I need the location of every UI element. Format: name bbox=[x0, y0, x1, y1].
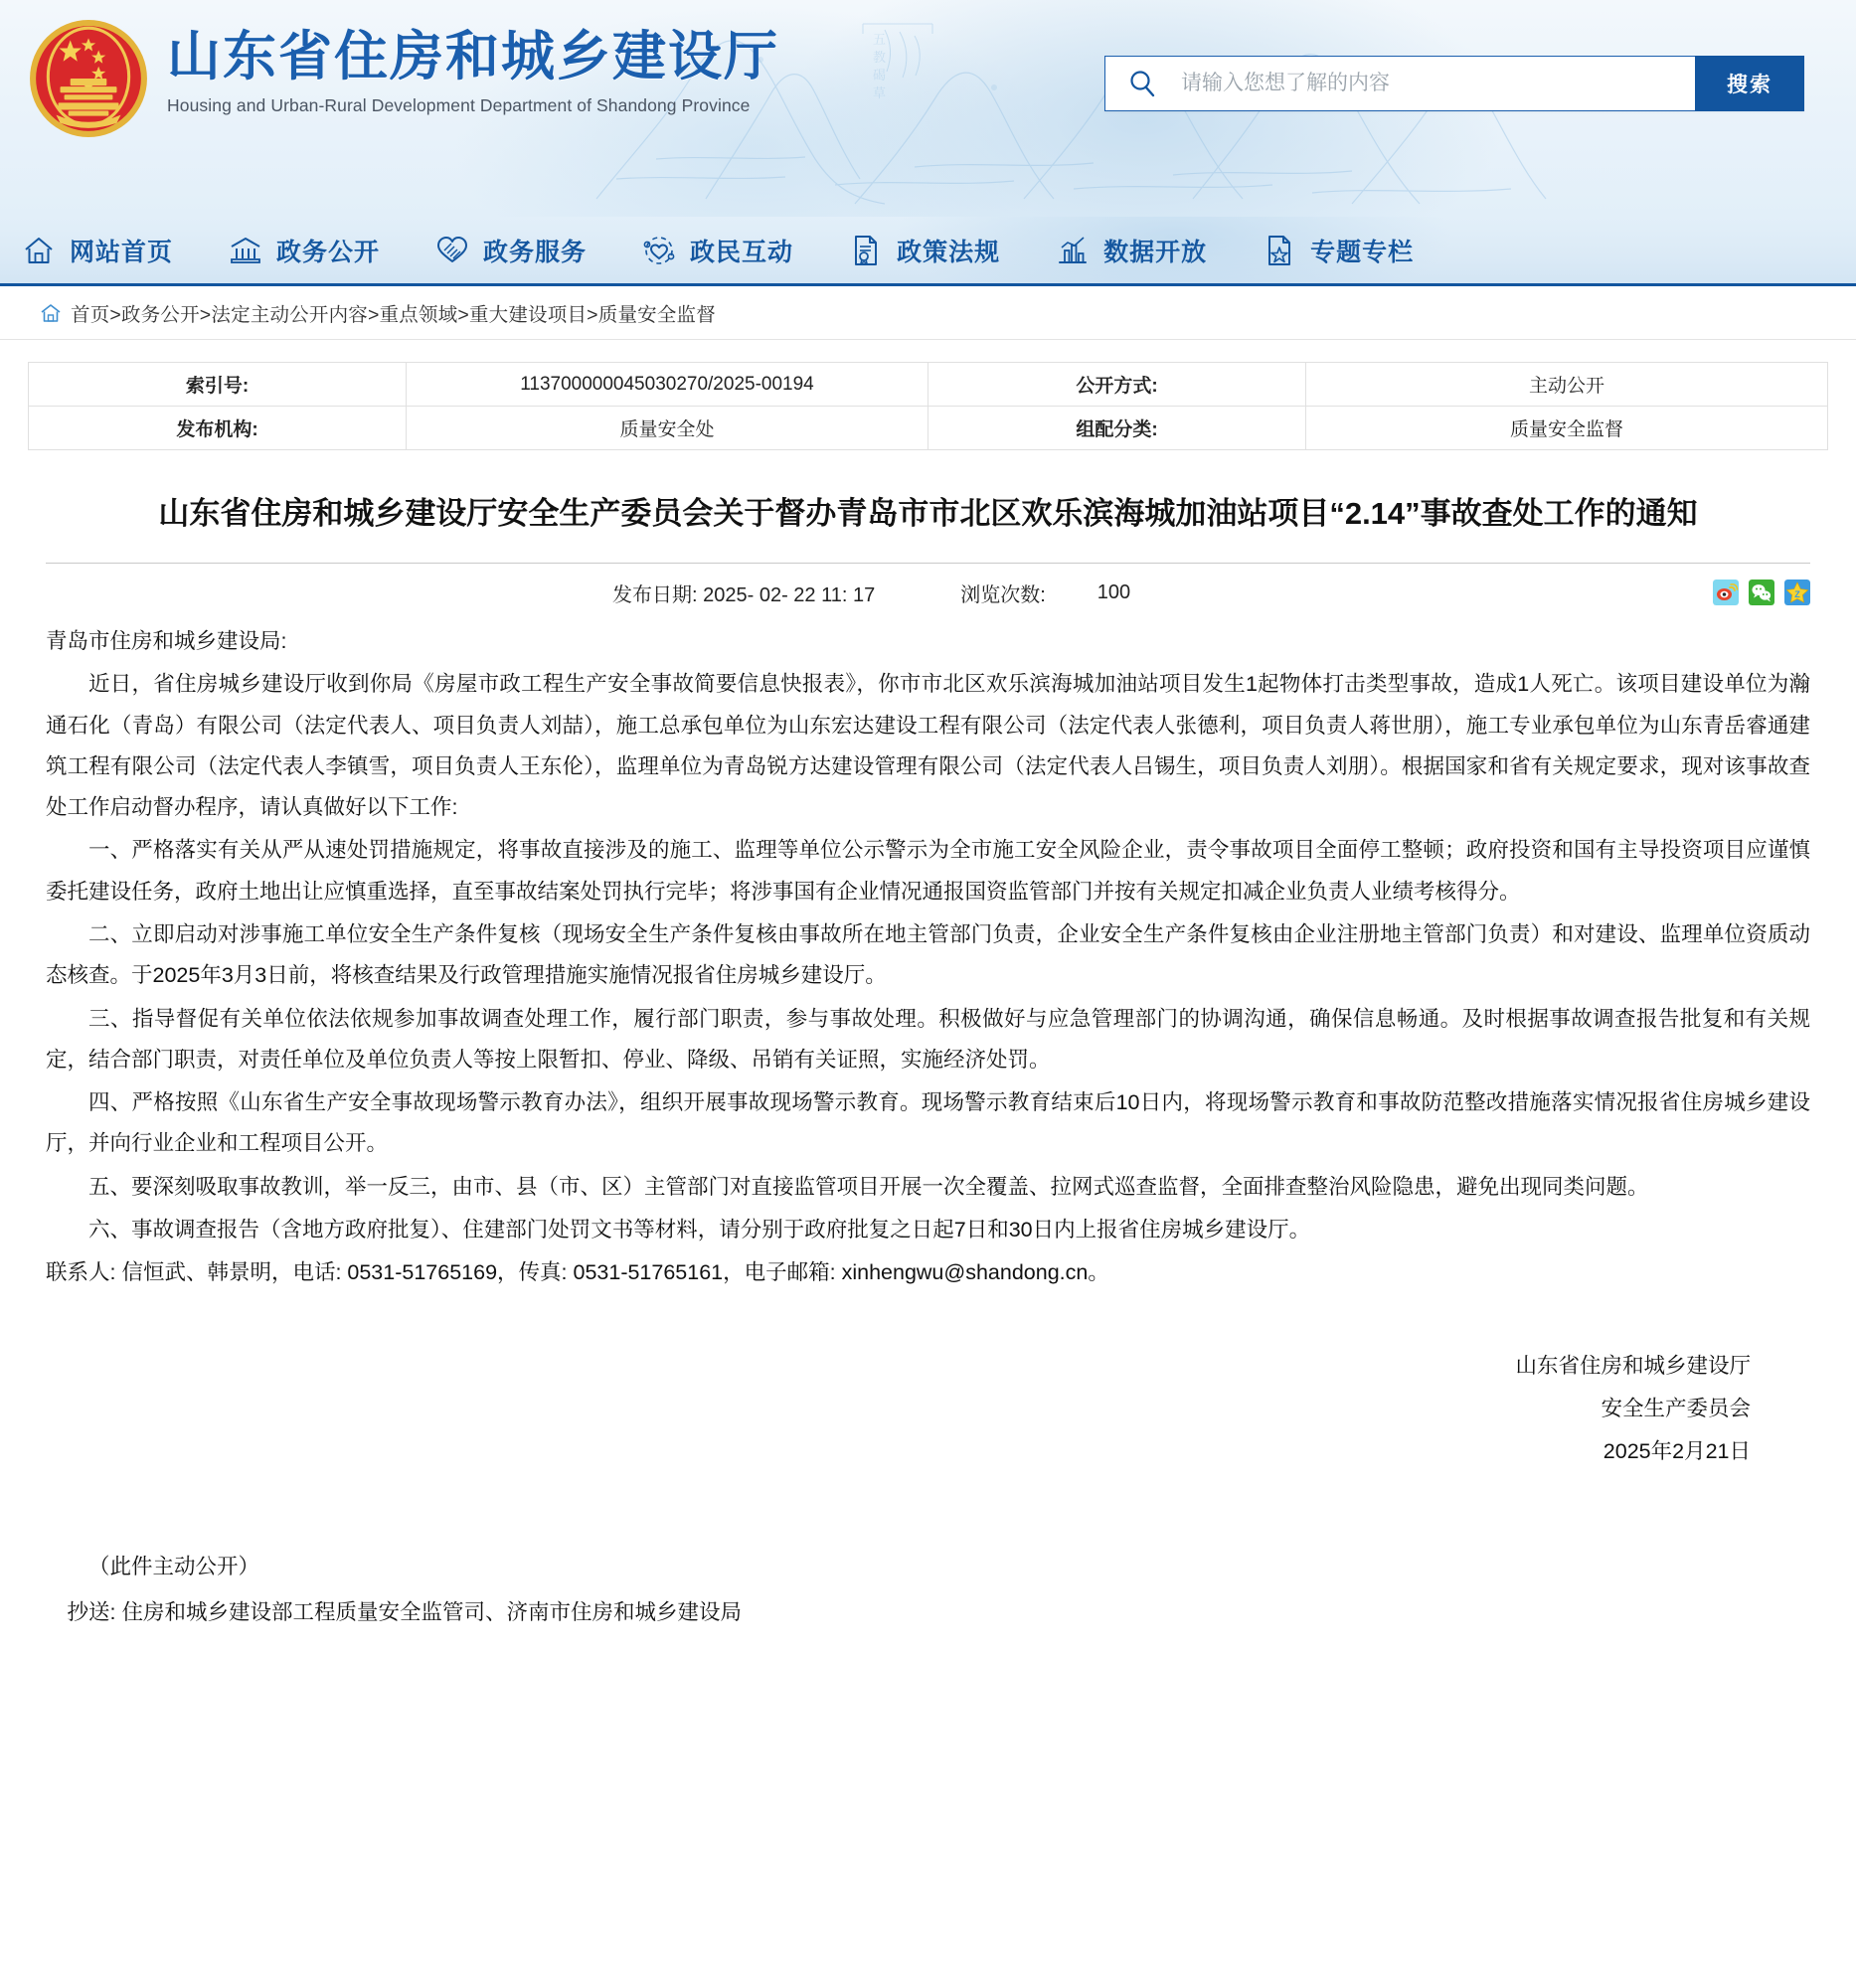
article-info-bar bbox=[28, 564, 1828, 621]
nav-item-open-data[interactable] bbox=[1056, 233, 1207, 268]
nav-item-policy-regulation[interactable] bbox=[849, 233, 1000, 268]
nav-item-special-column[interactable] bbox=[1263, 233, 1414, 268]
nav-label: 政策法规 bbox=[897, 238, 1001, 266]
body-paragraph: 四、严格按照《山东省生产安全事故现场警示教育办法》，组织开展事故现场警示教育。现场警示教育结束后10日内，将现场警示教育和事故防范整改措施落实情况报省住房城乡建设厅，并向行业企业和工程项目公开。 bbox=[46, 1090, 1810, 1156]
star-document-icon bbox=[1263, 234, 1296, 267]
nav-label: 政务公开 bbox=[276, 238, 381, 266]
views-count: 100 bbox=[1097, 580, 1131, 603]
share-buttons bbox=[1713, 580, 1810, 605]
search-input[interactable] bbox=[1179, 57, 1695, 110]
bank-icon bbox=[229, 234, 262, 267]
meta-value-index: 113700000045030270/2025-00194 bbox=[407, 363, 928, 407]
nav-item-home[interactable] bbox=[22, 233, 173, 268]
body-paragraph: 三、指导督促有关单位依法依规参加事故调查处理工作，履行部门职责，参与事故处理。积极做好与应急管理部门的协调沟通，确保信息畅通。及时根据事故调查报告批复和有关规定，结合部门职责，对责任单位及单位负责人等按上限暂扣、停业、降级、吊销有关证照，实施经济处罚。 bbox=[46, 1006, 1810, 1072]
page-title: 山东省住房和城乡建设厅安全生产委员会关于督办青岛市市北区欢乐滨海城加油站项目“2.14”事故查处工作的通知 bbox=[158, 496, 1698, 531]
main-navigation bbox=[0, 217, 1856, 286]
search-button[interactable]: 搜索 bbox=[1695, 56, 1804, 111]
signature-organization: 山东省住房和城乡建设厅 bbox=[1515, 1354, 1751, 1379]
meta-value-category: 质量安全监督 bbox=[1306, 407, 1828, 450]
home-small-icon bbox=[40, 302, 62, 324]
meta-label-disclosure-method: 公开方式: bbox=[928, 363, 1306, 407]
nav-label: 政务服务 bbox=[483, 238, 588, 266]
heart-people-icon bbox=[642, 234, 676, 267]
body-paragraph: 五、要深刻吸取事故教训，举一反三，由市、县（市、区）主管部门对直接监管项目开展一次全覆盖、拉网式巡查监督，全面排查整治风险隐患，避免出现同类问题。 bbox=[88, 1174, 1649, 1199]
meta-value-disclosure-method: 主动公开 bbox=[1306, 363, 1828, 407]
nav-item-public-interaction[interactable] bbox=[642, 233, 793, 268]
breadcrumb bbox=[0, 286, 1856, 340]
home-icon bbox=[22, 234, 56, 267]
signature-committee: 安全生产委员会 bbox=[1601, 1397, 1751, 1421]
article-body bbox=[28, 621, 1828, 1473]
china-national-emblem-icon bbox=[28, 18, 149, 139]
wechat-share-icon[interactable] bbox=[1749, 580, 1774, 605]
search-field[interactable] bbox=[1104, 56, 1695, 111]
site-logo-block bbox=[167, 26, 779, 116]
table-row bbox=[29, 407, 1828, 450]
article-container bbox=[0, 340, 1856, 1675]
svg-text:草: 草 bbox=[873, 85, 887, 100]
meta-label-issuing-agency: 发布机构: bbox=[29, 407, 407, 450]
site-title-cn: 山东省住房和城乡建设厅 bbox=[167, 27, 779, 86]
views-label: 浏览次数: bbox=[960, 583, 1046, 606]
qzone-share-icon[interactable] bbox=[1784, 580, 1810, 605]
metadata-table bbox=[28, 362, 1828, 450]
nav-label: 网站首页 bbox=[70, 238, 174, 266]
signature-block bbox=[46, 1345, 1810, 1473]
body-paragraph: 一、严格落实有关从严从速处罚措施规定，将事故直接涉及的施工、监理等单位公示警示为全市施工安全风险企业，责令事故项目全面停工整顿；政府投资和国有主导投资项目应谨慎委托建设任务，政府土地出让应慎重选择，直至事故结案处罚执行完毕；将涉事国有企业情况通报国资监管部门并按有关规定扣减企业负责人业绩考核得分。 bbox=[46, 838, 1810, 904]
nav-item-government-service[interactable] bbox=[435, 233, 587, 268]
salutation: 青岛市住房和城乡建设局: bbox=[46, 629, 287, 654]
site-title-en: Housing and Urban-Rural Development Department of Shandong Province bbox=[167, 94, 751, 115]
handshake-icon bbox=[435, 234, 469, 267]
body-paragraph: 六、事故调查报告（含地方政府批复）、住建部门处罚文书等材料，请分别于政府批复之日起7日和30日内上报省住房城乡建设厅。 bbox=[88, 1217, 1311, 1242]
body-paragraph: 近日，省住房城乡建设厅收到你局《房屋市政工程生产安全事故简要信息快报表》，你市市北区欢乐滨海城加油站项目发生1起物体打击类型事故，造成1人死亡。该项目建设单位为瀚通石化（青岛）有限公司（法定代表人、项目负责人刘喆），施工总承包单位为山东宏达建设工程有限公司（法定代表人张德利，项目负责人蒋世朋），施工专业承包单位为山东青岳睿通建筑工程有限公司（法定代表人李镇雪，项目负责人王东伦），监理单位为青岛锐方达建设管理有限公司（法定代表人吕锡生，项目负责人刘朋）。根据国家和省有关规定要求，现对该事故查处工作启动督办程序，请认真做好以下工作: bbox=[46, 672, 1810, 820]
weibo-share-icon[interactable] bbox=[1713, 580, 1739, 605]
meta-value-issuing-agency: 质量安全处 bbox=[407, 407, 928, 450]
cc-line: 抄送: 住房和城乡建设部工程质量安全监管司、济南市住房和城乡建设局 bbox=[67, 1599, 742, 1624]
disclosure-note: （此件主动公开） bbox=[88, 1555, 260, 1579]
nav-label: 数据开放 bbox=[1103, 238, 1208, 266]
publish-date: 发布日期: 2025- 02- 22 11: 17 bbox=[612, 583, 876, 606]
meta-label-index: 索引号: bbox=[29, 363, 407, 407]
breadcrumb-text[interactable]: 首页>政务公开>法定主动公开内容>重点领域>重大建设项目>质量安全监督 bbox=[71, 303, 716, 326]
signature-date: 2025年2月21日 bbox=[1603, 1439, 1751, 1464]
meta-label-category: 组配分类: bbox=[928, 407, 1306, 450]
svg-text:Z: Z bbox=[1794, 589, 1800, 600]
document-seal-icon bbox=[849, 234, 883, 267]
nav-label: 专题专栏 bbox=[1310, 238, 1415, 266]
site-header bbox=[0, 0, 1856, 217]
search-bar bbox=[1104, 56, 1804, 111]
svg-text:碣: 碣 bbox=[873, 68, 887, 83]
bar-chart-icon bbox=[1056, 234, 1090, 267]
body-paragraph: 二、立即启动对涉事施工单位安全生产条件复核（现场安全生产条件复核由事故所在地主管部门负责，企业安全生产条件复核由企业注册地主管部门负责）和对建设、监理单位资质动态核查。于2025年3月3日前，将核查结果及行政管理措施实施情况报省住房城乡建设厅。 bbox=[46, 921, 1810, 988]
nav-label: 政民互动 bbox=[690, 238, 794, 266]
nav-item-government-disclosure[interactable] bbox=[229, 233, 380, 268]
table-row bbox=[29, 363, 1828, 407]
svg-text:五: 五 bbox=[873, 32, 887, 47]
search-icon bbox=[1127, 69, 1157, 98]
svg-text:教: 教 bbox=[873, 50, 887, 65]
document-footer-notes bbox=[28, 1545, 1828, 1674]
contact-line: 联系人: 信恒武、韩景明，电话: 0531-51765169，传真: 0531-51765161，电子邮箱: xinhengwu@shandong.cn。 bbox=[46, 1260, 1109, 1285]
